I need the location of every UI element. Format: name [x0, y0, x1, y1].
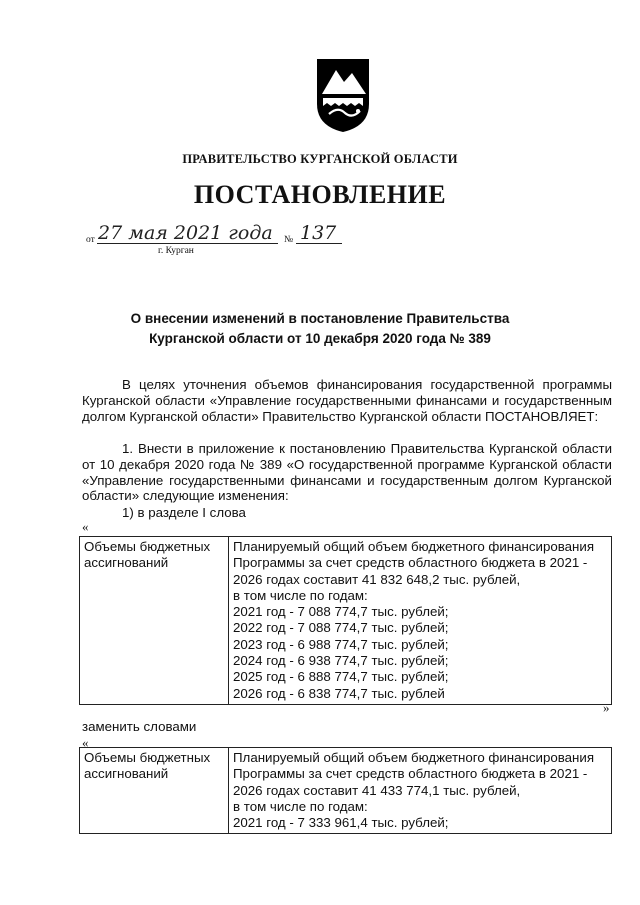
subject-line-2: Курганской области от 10 декабря 2020 года № 389	[149, 331, 491, 346]
city: г. Курган	[158, 246, 194, 256]
coat-of-arms-emblem	[314, 56, 372, 134]
table-old-line: 2025 год - 6 888 774,7 тыс. рублей;	[233, 669, 449, 685]
document-subject	[80, 309, 560, 349]
from-label: от	[86, 235, 95, 245]
table-new-label: Объемы бюджетных ассигнований	[80, 748, 229, 834]
document-title: ПОСТАНОВЛЕНИЕ	[193, 180, 447, 209]
date-underline	[97, 243, 278, 244]
table-old-line: 2023 год - 6 988 774,7 тыс. рублей;	[233, 636, 449, 652]
number-underline	[296, 243, 342, 244]
paragraph-preamble: В целях уточнения объемов финансирования государственной программы Курганской области «Управление государственными финансами и государственным долгом Курганской области» Правительство Курганской области ПОСТАНОВЛЯЕТ:	[82, 377, 612, 424]
table-old-label: Объемы бюджетных ассигнований	[80, 537, 229, 705]
table-new-line: в том числе по годам:	[233, 798, 368, 814]
table-old-line: Программы за счет средств областного бюджета в 2021 -	[233, 555, 588, 571]
table-old-line: 2021 год - 7 088 774,7 тыс. рублей;	[233, 604, 449, 620]
open-quote-2: «	[82, 735, 89, 750]
handwritten-number: 137	[300, 222, 337, 244]
table-old-line: 2026 годах составит 41 832 648,2 тыс. рублей,	[233, 571, 521, 587]
budget-table-new	[79, 747, 612, 834]
paragraph-item-1: 1. Внести в приложение к постановлению Правительства Курганской области от 10 декабря 2020 года № 389 «О государственной программе Курганской области «Управление государственными финансами и государственным долгом Курганской области» следующие изменения:	[82, 441, 612, 504]
table-new-line: Планируемый общий объем бюджетного финансирования	[233, 750, 595, 765]
close-quote: »	[603, 700, 610, 715]
table-old-line: в том числе по годам:	[233, 587, 368, 603]
open-quote: «	[82, 519, 89, 534]
table-old-line: 2024 год - 6 938 774,7 тыс. рублей;	[233, 653, 449, 669]
handwritten-date: 27 мая 2021 года	[98, 222, 273, 244]
table-old-content	[229, 537, 612, 705]
replace-label: заменить словами	[82, 719, 197, 734]
budget-table-old	[79, 536, 612, 705]
table-old-line: 2022 год - 7 088 774,7 тыс. рублей;	[233, 620, 449, 636]
table-old-line: Планируемый общий объем бюджетного финансирования	[233, 539, 595, 554]
government-name: ПРАВИТЕЛЬСТВО КУРГАНСКОЙ ОБЛАСТИ	[182, 152, 458, 166]
table-new-line: Программы за счет средств областного бюджета в 2021 -	[233, 766, 588, 782]
table-new-line: 2021 год - 7 333 961,4 тыс. рублей;	[233, 815, 449, 831]
table-new-content	[229, 748, 612, 834]
subject-line-1: О внесении изменений в постановление Правительства	[130, 311, 510, 326]
date-number-row	[86, 224, 346, 254]
table-new-line: 2026 годах составит 41 433 774,1 тыс. рублей,	[233, 782, 521, 798]
table-old-line: 2026 год - 6 838 774,7 тыс. рублей	[233, 685, 445, 701]
paragraph-subitem-1: 1) в разделе I слова	[122, 505, 246, 520]
number-label: №	[284, 235, 294, 245]
